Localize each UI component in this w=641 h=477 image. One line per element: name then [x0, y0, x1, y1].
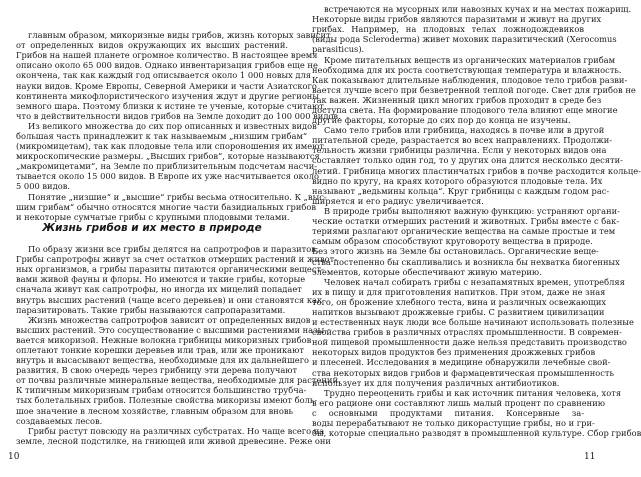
section-heading: Жизнь грибов и их место в природе: [42, 222, 262, 234]
text-line: Жизнь множества сапротрофов зависит от определенных видов: [28, 314, 311, 325]
text-line: ной пищевой промышленности даже нельзя представить производство: [312, 337, 627, 348]
text-line: К типичным микоризным грибам относится большинство трубча-: [16, 385, 307, 396]
left-paragraph-5: [16, 314, 341, 426]
text-line: микроскопические размеры. „Высших грибов“, которые называются: [16, 151, 320, 162]
text-line: Само тело грибов или грибница, находясь в почве или в другой: [324, 125, 605, 136]
text-line: Грибов на нашей планете огромное количество. В настоящее время: [16, 50, 318, 61]
page-number-left: 10: [8, 452, 20, 462]
text-line: шое значение в лесном хозяйстве, главным образом для вновь: [16, 405, 294, 416]
page-number-right: 11: [584, 452, 596, 462]
text-line: оплетают тонкие корешки деревьев или трав, или же проникают: [16, 344, 304, 355]
right-paragraph-3: [312, 125, 641, 206]
text-line: с основными продуктами питания. Консервные за-: [312, 407, 584, 418]
text-line: parasiticus).: [312, 44, 365, 55]
text-line: внутрь и высасывают вещества, необходимые для их дальнейшего: [16, 355, 310, 366]
left-paragraph-3: [16, 191, 327, 222]
text-line: главным образом, микоризные виды грибов, жизнь которых зависит: [28, 30, 331, 40]
text-line: грибах. Например, на плодовых телах ложнодождевиков: [312, 24, 584, 35]
text-line: вается микоризой. Нежные волокна грибницы микоризных грибов: [16, 334, 312, 345]
text-line: самым образом способствуют круговороту вещества в природе.: [312, 236, 593, 247]
text-line: Кроме питательных веществ из органических материалов грибам: [324, 54, 616, 65]
left-paragraph-4: [16, 244, 338, 315]
text-line: Некоторые виды грибов являются паразитами и живут на других: [312, 14, 602, 25]
text-line: Трудно переоценить грибы и как источник питания человека, хотя: [324, 387, 622, 398]
text-line: тывается около 15 000 видов. В Европе их уже насчитывается около: [16, 171, 319, 182]
right-paragraph-6: [312, 387, 641, 439]
text-line: составляет только один год, то у других она длится несколько десяти-: [312, 155, 623, 166]
text-line: земного шара. Поэтому близки к истине те ученые, которые считают,: [16, 100, 327, 111]
text-line: сначала живут как сапротрофы, но иногда их мицелий попадает: [16, 284, 302, 295]
right-paragraph-2: [312, 54, 636, 126]
text-line: Грибы растут повсюду на различных субстратах. Но чаще всего на: [28, 425, 325, 436]
text-line: высших растений. Это сосуществование с высшими растениями назы-: [16, 324, 328, 335]
right-paragraph-4: [312, 206, 620, 277]
text-line: воды перерабатывают не только дикорастущие грибы, но и гри-: [312, 418, 595, 429]
text-line: шим грибам“ обычно относятся многие части базидиальных грибов: [16, 201, 317, 212]
text-line: (микромицетам), так как плодовые тела или спороношения их имеют: [16, 141, 324, 152]
text-line: Человек начал собирать грибы с незапамятных времен, употребляя: [324, 276, 625, 287]
text-line: тых болетальных грибов. Полезные свойства микоризы имеют боль-: [16, 395, 318, 406]
text-line: необходима для их роста соответствующая температура и влажность.: [312, 64, 622, 75]
text-line: вами живой фауны и флоры. Но имеются и такие грибы, которые: [16, 274, 306, 285]
text-line: науки видов. Кроме Европы, Северной Америки и части Азиатского: [16, 80, 317, 91]
text-line: „макромицетами“, на Земле по приблизительным подсчетам насчи-: [16, 161, 318, 172]
text-line: и некоторые сумчатые грибы с крупными плодовыми телами.: [16, 211, 290, 222]
text-line: В природе грибы выполняют важную функцию: устраняют органи-: [324, 206, 620, 216]
text-line: большая часть принадлежит к так называемым „низшим грибам“: [16, 130, 308, 141]
text-line: питательной среде, разрастается во всех направлениях. Продолжи-: [312, 135, 613, 146]
text-line: тельность жизни грибницы различна. Если у некоторых видов она: [312, 145, 607, 156]
text-line: того, он брожение хлебного теста, вина и различных освежающих: [312, 296, 607, 307]
text-line: Как показывают длительные наблюдения, плодовое тело грибов разви-: [312, 74, 628, 85]
left-paragraph-2: [16, 120, 324, 192]
text-line: другие факторы, которые до сих пор до конца не изучены.: [312, 115, 571, 126]
text-line: ширяется и его радиус увеличивается.: [312, 195, 484, 206]
text-line: так важен. Жизненный цикл многих грибов проходит в среде без: [312, 94, 602, 105]
left-paragraph-6: [16, 425, 331, 446]
text-line: летий. Грибница многих пластинчатых грибов в почве расходится кольце-: [312, 165, 641, 176]
text-line: развития. В свою очередь через грибницу эти дерева получают: [16, 365, 298, 376]
text-line: и плесеней. Исследования в медицине обнаружили лечебные свой-: [312, 357, 611, 368]
text-line: Из великого множества до сих пор описанных и известных видов: [28, 120, 317, 131]
text-line: Понятие „низшие“ и „высшие“ грибы весьма относительно. К „выс-: [28, 191, 327, 202]
text-line: встречаются на мусорных или навозных кучах и на местах пожарищ.: [324, 4, 632, 14]
text-line: доступа света. На формирование плодового тела влияют еще многие: [312, 105, 618, 115]
text-line: некоторых видов продуктов без применения дрожжевых грибов: [312, 347, 596, 358]
text-line: континента микофлористического изучения ждут и другие регионы: [16, 90, 319, 101]
text-line: свойства грибов в различных отраслях промышленности. В современ-: [312, 327, 622, 338]
text-line: и естественных наук люди все больше начинают использовать полезные: [312, 317, 634, 328]
text-line: описано около 65 000 видов. Однако инвентаризация грибов еще не: [16, 60, 318, 71]
text-line: земле, лесной подстилке, на гниющей или живой древесине. Реже они: [16, 435, 331, 446]
text-line: их в пищу и для приготовления напитков. При этом, даже не зная: [312, 286, 606, 297]
text-line: паразитировать. Такие грибы называются сапропаразитами.: [16, 304, 286, 315]
text-line: окончена, так как каждый год описывается около 1 000 новых для: [16, 70, 312, 81]
text-line: вается лучше всего при безветренной теплой погоде. Свет для грибов не: [312, 84, 636, 95]
text-line: что в действительности видов грибов на Земле доходит до 100 000 видов.: [16, 110, 341, 121]
text-line: териями разлагают органические вещества на самые простые и тем: [312, 226, 616, 237]
text-line: ства постепенно бы скапливались и возникла бы нехватка биогенных: [312, 256, 620, 267]
text-line: 5 000 видов.: [16, 181, 71, 192]
text-line: Без этого жизнь на Земле бы остановилась. Органические веще-: [312, 246, 599, 257]
text-line: создаваемых лесов.: [16, 415, 103, 426]
text-line: в его рационе они составляют лишь малый процент по сравнению: [312, 397, 605, 408]
text-line: напитков вызывают дрожжевые грибы. С развитием цивилизации: [312, 306, 605, 317]
text-line: видно по кругу, на краях которого образуются плодовые тела. Их: [312, 175, 603, 186]
right-paragraph-5: [312, 276, 634, 388]
text-line: использует их для получения различных антибиотиков.: [312, 377, 560, 388]
text-line: бы, которые специально разводят в промышленной культуре. Сбор грибов: [312, 428, 641, 439]
text-line: (виды рода Scleroderma) живет моховик паразитический (Xerocomus: [312, 34, 617, 45]
text-line: от определенных видов окружающих их высших растений.: [16, 40, 288, 51]
text-line: элементов, которые обеспечивают живую материю.: [312, 266, 542, 277]
text-line: внутрь высших растений (чаще всего деревьев) и они становятся как: [16, 294, 323, 305]
text-line: Грибы сапротрофы живут за счет остатков отмерших растений и живот-: [16, 254, 338, 265]
text-line: ных организмов, а грибы паразиты питаются органическими вещест-: [16, 264, 324, 275]
text-line: По образу жизни все грибы делятся на сапротрофов и паразитов.: [28, 244, 319, 254]
text-line: ческие остатки отмерших растений и животных. Грибы вместе с бак-: [312, 216, 620, 227]
text-line: называют „ведьмины кольца“. Круг грибницы с каждым годом рас-: [312, 185, 610, 196]
right-page: [300, 0, 641, 477]
right-paragraph-1: [312, 4, 632, 55]
text-line: от почвы различные минеральные вещества, необходимые для растений.: [16, 375, 341, 386]
text-line: ства некоторых видов грибов и фармацевтическая промышленность: [312, 367, 615, 378]
